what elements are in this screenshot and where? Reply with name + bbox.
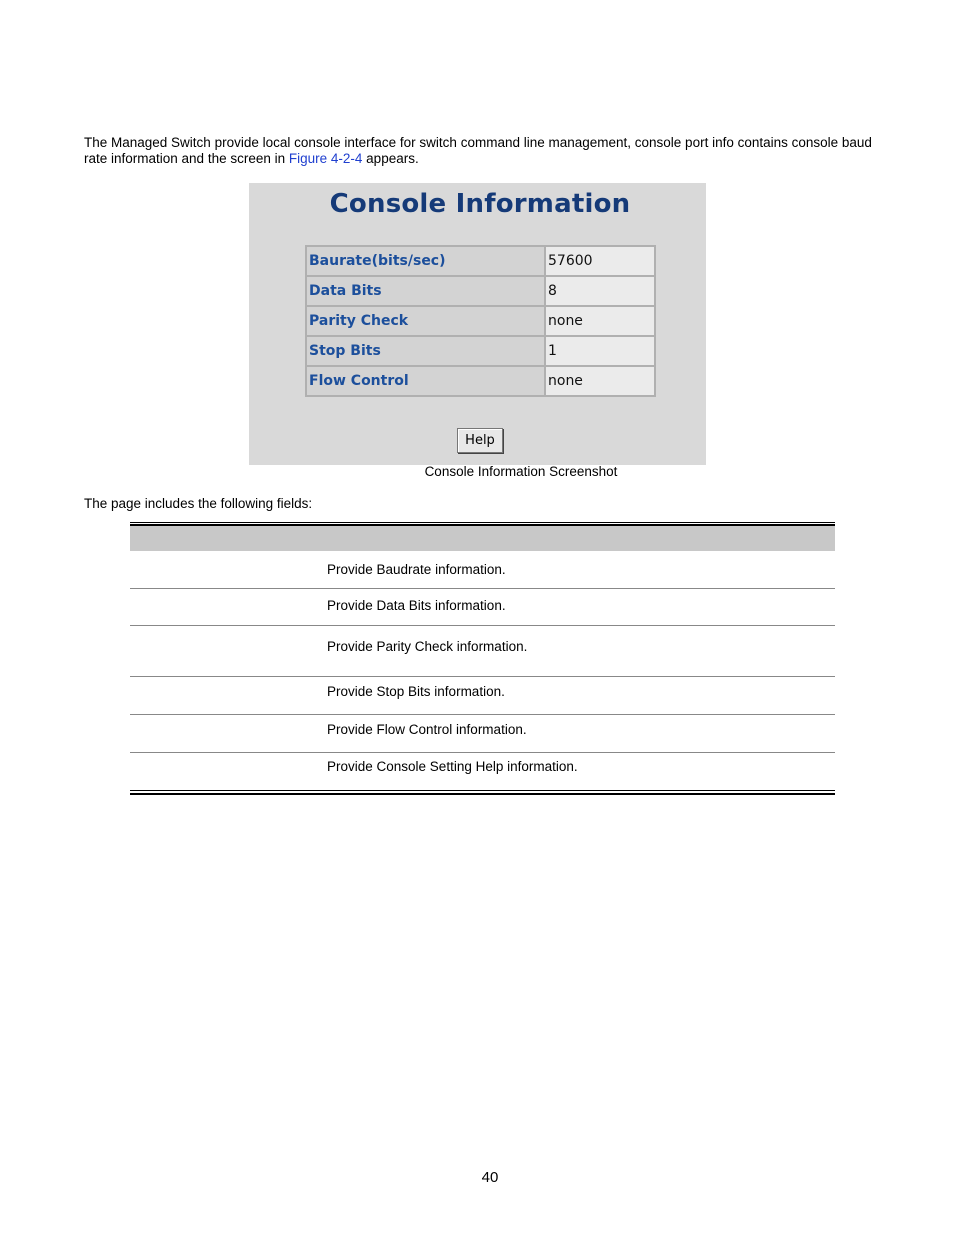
row-label: Parity Check (306, 306, 545, 336)
field-description: Provide Baudrate information. (327, 562, 506, 577)
table-row (306, 336, 655, 366)
console-info-table (305, 245, 656, 397)
table-row (130, 589, 835, 626)
figure-caption: Console Information Screenshot (424, 464, 618, 479)
console-information-screenshot (249, 183, 706, 465)
page-number: 40 (481, 1169, 499, 1186)
field-description: Provide Console Setting Help information. (327, 759, 578, 774)
row-value: 57600 (545, 246, 655, 276)
table-row (130, 551, 835, 589)
table-row (130, 677, 835, 715)
table-row (130, 626, 835, 677)
table-header (130, 525, 835, 551)
help-button[interactable]: Help (457, 428, 503, 453)
row-label: Stop Bits (306, 336, 545, 366)
table-row (130, 753, 835, 789)
intro-paragraph (84, 135, 884, 167)
field-description: Provide Parity Check information. (327, 639, 528, 654)
row-label: Baurate(bits/sec) (306, 246, 545, 276)
figure-link[interactable]: Figure 4-2-4 (288, 151, 363, 166)
row-label: Flow Control (306, 366, 545, 396)
table-row (306, 306, 655, 336)
intro-text: The Managed Switch provide local console interface for switch command line management, console port info contains console baud rate information and the screen in (84, 135, 872, 166)
intro-text-end: appears. (362, 151, 419, 166)
screenshot-title: Console Information (329, 189, 631, 219)
row-value: 8 (545, 276, 655, 306)
row-label: Data Bits (306, 276, 545, 306)
row-value: none (545, 306, 655, 336)
field-description: Provide Data Bits information. (327, 598, 506, 613)
table-bottom-rule (130, 790, 835, 795)
table-row (306, 246, 655, 276)
table-row (306, 366, 655, 396)
row-value: 1 (545, 336, 655, 366)
field-description: Provide Stop Bits information. (327, 684, 505, 699)
field-description: Provide Flow Control information. (327, 722, 527, 737)
fields-table (130, 522, 835, 795)
table-row (306, 276, 655, 306)
fields-intro: The page includes the following fields: (84, 496, 313, 511)
row-value: none (545, 366, 655, 396)
table-row (130, 715, 835, 753)
